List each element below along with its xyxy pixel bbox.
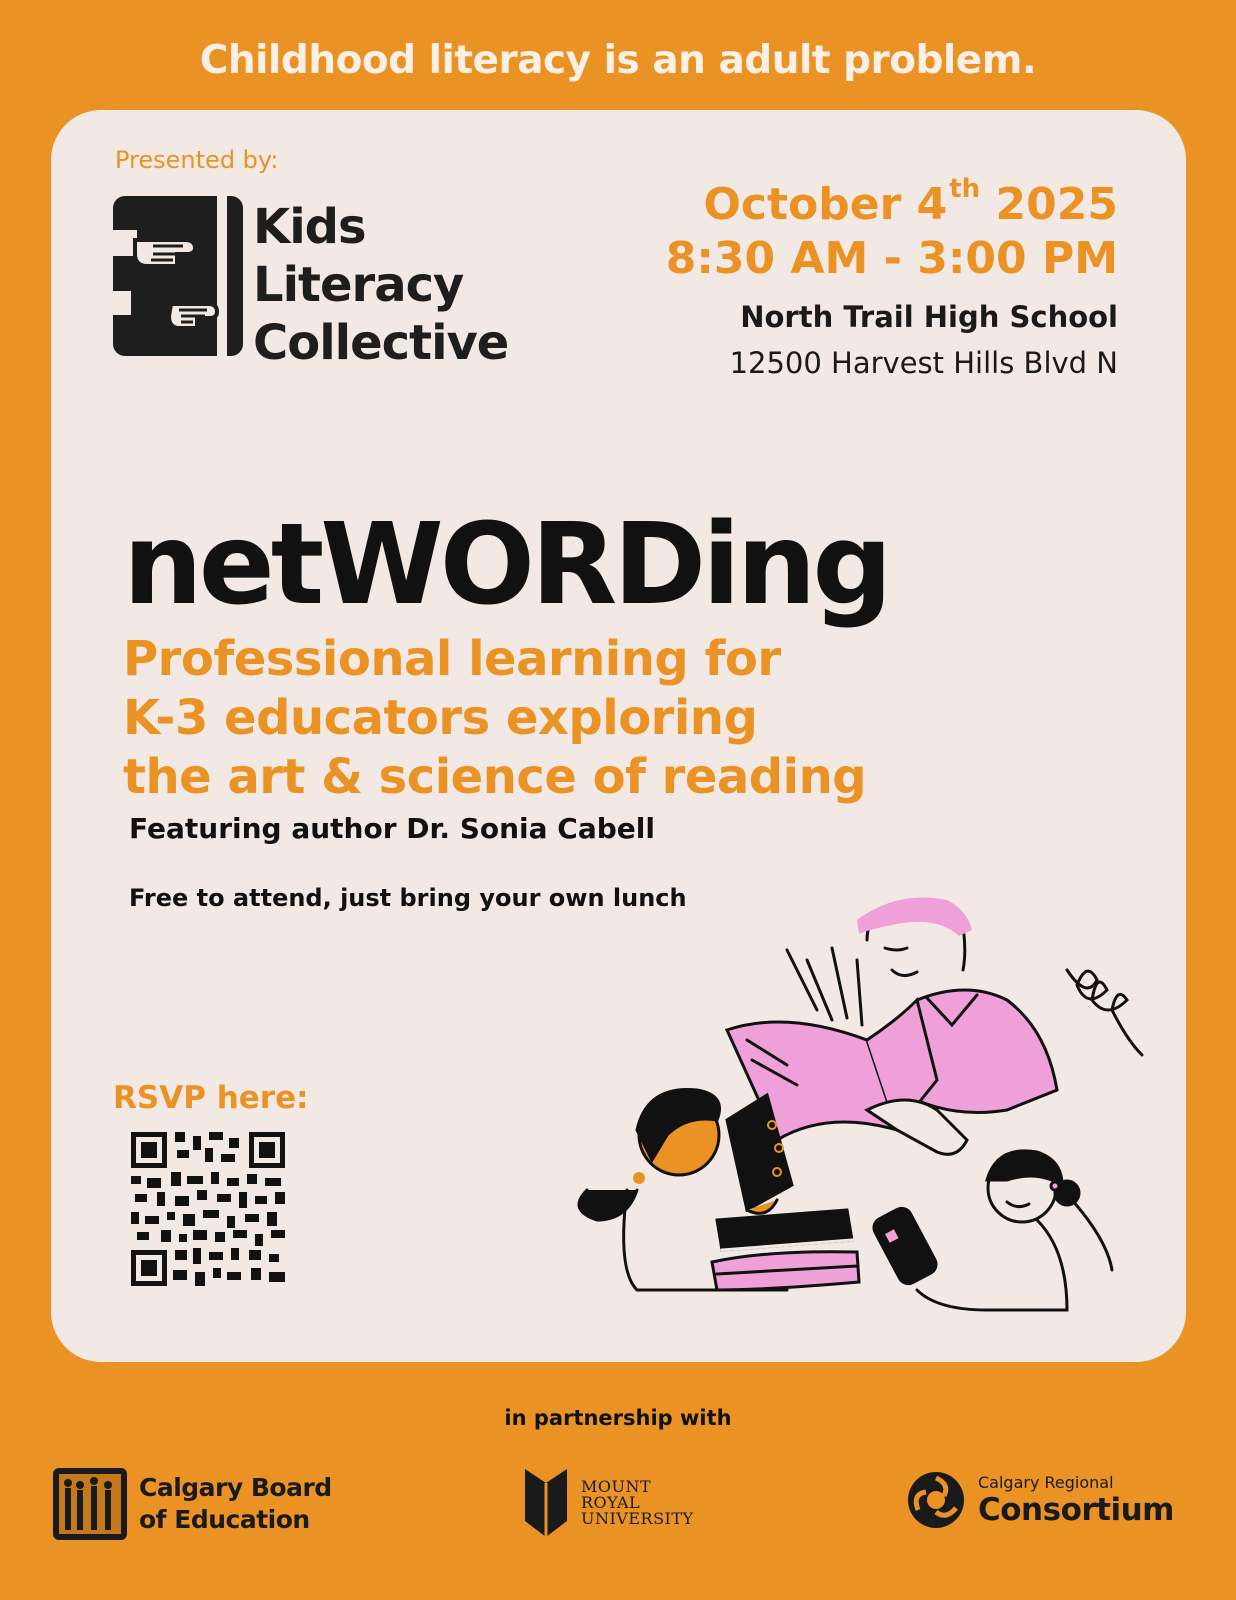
calgary-board-of-education-logo xyxy=(51,1466,332,1542)
kids-literacy-collective-logo-icon xyxy=(113,196,243,356)
mru-line: ROYAL xyxy=(581,1493,641,1512)
event-time: 8:30 AM - 3:00 PM xyxy=(665,233,1118,284)
cost-note: Free to attend, just bring your own lunch xyxy=(129,884,687,912)
crc-line-big: Consortium xyxy=(978,1491,1174,1528)
cbe-text xyxy=(139,1472,332,1536)
presented-by-label: Presented by: xyxy=(115,146,279,174)
event-date-main: October 4 xyxy=(703,179,948,230)
event-date-year: 2025 xyxy=(995,179,1118,230)
crc-text xyxy=(978,1473,1174,1528)
partnership-label: in partnership with xyxy=(504,1406,732,1430)
rsvp-label: RSVP here: xyxy=(113,1080,309,1116)
presenter-name-line: Collective xyxy=(253,315,509,371)
mount-royal-shield-icon xyxy=(525,1469,567,1537)
event-date xyxy=(666,162,1118,232)
event-address: 12500 Harvest Hills Blvd N xyxy=(729,346,1118,380)
event-venue: North Trail High School xyxy=(740,300,1118,334)
event-date-suffix: th xyxy=(949,174,981,204)
mru-line: UNIVERSITY xyxy=(581,1509,694,1528)
featured-author: Featuring author Dr. Sonia Cabell xyxy=(129,812,655,845)
presenter-name xyxy=(253,198,508,372)
subtitle-line: Professional learning for xyxy=(123,631,781,687)
subtitle-line: K-3 educators exploring xyxy=(123,690,758,746)
tagline: Childhood literacy is an adult problem. xyxy=(199,38,1037,83)
mru-line: MOUNT xyxy=(581,1477,652,1496)
presenter-name-line: Literacy xyxy=(253,257,464,313)
mount-royal-university-logo xyxy=(525,1469,694,1537)
event-title: netWORDing xyxy=(123,500,889,630)
rsvp-qr-code-icon[interactable] xyxy=(131,1132,285,1286)
consortium-swirl-icon xyxy=(906,1470,966,1530)
cbe-line: of Education xyxy=(139,1505,310,1534)
calgary-regional-consortium-logo xyxy=(906,1470,1174,1530)
crc-line-small: Calgary Regional xyxy=(978,1472,1114,1492)
cbe-line: Calgary Board xyxy=(139,1473,332,1502)
event-subtitle xyxy=(123,630,983,807)
subtitle-line: the art & science of reading xyxy=(123,749,867,805)
mru-text xyxy=(581,1479,694,1527)
reading-illustration-icon xyxy=(567,890,1147,1320)
event-details xyxy=(666,162,1118,380)
presenter-name-line: Kids xyxy=(253,199,366,255)
calgary-board-figures-icon xyxy=(51,1466,129,1542)
event-card xyxy=(51,110,1186,1362)
